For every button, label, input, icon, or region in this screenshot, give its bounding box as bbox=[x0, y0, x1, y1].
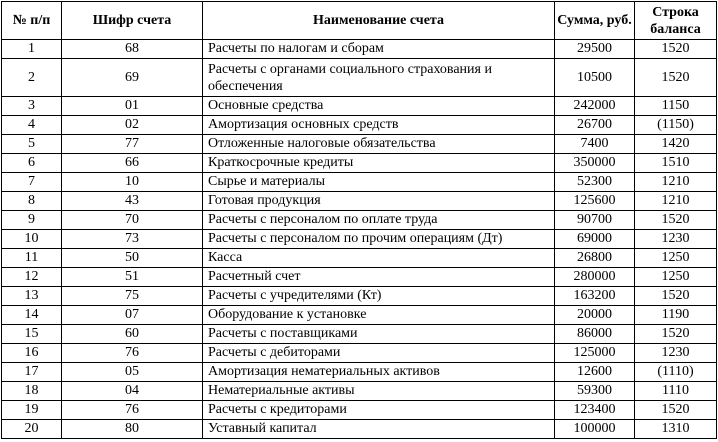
account-name-cell: Расчеты с кредиторами bbox=[203, 401, 555, 420]
account-code-cell: 04 bbox=[62, 382, 203, 401]
table-row bbox=[2, 154, 717, 173]
account-name-cell: Краткосрочные кредиты bbox=[203, 154, 555, 173]
account-name-cell: Расчеты по налогам и сборам bbox=[203, 40, 555, 59]
account-name-cell: Оборудование к установке bbox=[203, 306, 555, 325]
amount-cell: 123400 bbox=[555, 401, 635, 420]
account-name-cell: Основные средства bbox=[203, 97, 555, 116]
account-code-cell: 80 bbox=[62, 420, 203, 439]
table-row bbox=[2, 211, 717, 230]
account-name-cell: Расчеты с дебиторами bbox=[203, 344, 555, 363]
balance-line-cell: 1520 bbox=[635, 287, 717, 306]
table-row bbox=[2, 230, 717, 249]
balance-line-cell: (1110) bbox=[635, 363, 717, 382]
row-num-cell: 3 bbox=[2, 97, 62, 116]
row-num-cell: 1 bbox=[2, 40, 62, 59]
table-row bbox=[2, 382, 717, 401]
account-name-cell: Нематериальные активы bbox=[203, 382, 555, 401]
account-code-cell: 66 bbox=[62, 154, 203, 173]
balance-line-cell: 1520 bbox=[635, 40, 717, 59]
table-row bbox=[2, 135, 717, 154]
account-code-cell: 60 bbox=[62, 325, 203, 344]
account-code-cell: 50 bbox=[62, 249, 203, 268]
table-row bbox=[2, 40, 717, 59]
row-num-cell: 11 bbox=[2, 249, 62, 268]
amount-cell: 12600 bbox=[555, 363, 635, 382]
balance-line-cell: 1250 bbox=[635, 249, 717, 268]
balance-line-cell: 1520 bbox=[635, 325, 717, 344]
amount-cell: 59300 bbox=[555, 382, 635, 401]
amount-cell: 69000 bbox=[555, 230, 635, 249]
amount-cell: 280000 bbox=[555, 268, 635, 287]
balance-line-cell: 1230 bbox=[635, 344, 717, 363]
amount-cell: 29500 bbox=[555, 40, 635, 59]
table-row bbox=[2, 325, 717, 344]
row-num-cell: 4 bbox=[2, 116, 62, 135]
account-name-cell: Уставный капитал bbox=[203, 420, 555, 439]
account-code-cell: 73 bbox=[62, 230, 203, 249]
balance-line-cell: 1420 bbox=[635, 135, 717, 154]
row-num-cell: 6 bbox=[2, 154, 62, 173]
account-name-cell: Амортизация нематериальных активов bbox=[203, 363, 555, 382]
amount-cell: 26700 bbox=[555, 116, 635, 135]
header-row bbox=[2, 2, 717, 40]
row-num-cell: 12 bbox=[2, 268, 62, 287]
account-name-cell: Расчеты с поставщиками bbox=[203, 325, 555, 344]
account-code-cell: 07 bbox=[62, 306, 203, 325]
header-code: Шифр счета bbox=[62, 2, 203, 40]
balance-line-cell: 1230 bbox=[635, 230, 717, 249]
balance-line-cell: 1520 bbox=[635, 59, 717, 97]
table-body bbox=[2, 40, 717, 439]
row-num-cell: 20 bbox=[2, 420, 62, 439]
table-row bbox=[2, 173, 717, 192]
account-code-cell: 77 bbox=[62, 135, 203, 154]
account-name-cell: Амортизация основных средств bbox=[203, 116, 555, 135]
row-num-cell: 14 bbox=[2, 306, 62, 325]
amount-cell: 7400 bbox=[555, 135, 635, 154]
account-code-cell: 43 bbox=[62, 192, 203, 211]
table-row bbox=[2, 249, 717, 268]
balance-line-cell: 1520 bbox=[635, 211, 717, 230]
row-num-cell: 18 bbox=[2, 382, 62, 401]
account-name-cell: Расчеты с учредителями (Кт) bbox=[203, 287, 555, 306]
balance-line-cell: 1190 bbox=[635, 306, 717, 325]
row-num-cell: 10 bbox=[2, 230, 62, 249]
amount-cell: 90700 bbox=[555, 211, 635, 230]
row-num-cell: 9 bbox=[2, 211, 62, 230]
row-num-cell: 19 bbox=[2, 401, 62, 420]
table-row bbox=[2, 344, 717, 363]
account-code-cell: 68 bbox=[62, 40, 203, 59]
table-row bbox=[2, 420, 717, 439]
balance-line-cell: 1510 bbox=[635, 154, 717, 173]
amount-cell: 52300 bbox=[555, 173, 635, 192]
table-row bbox=[2, 401, 717, 420]
table-row bbox=[2, 363, 717, 382]
account-code-cell: 70 bbox=[62, 211, 203, 230]
amount-cell: 242000 bbox=[555, 97, 635, 116]
account-name-cell: Расчетный счет bbox=[203, 268, 555, 287]
account-name-cell: Отложенные налоговые обязательства bbox=[203, 135, 555, 154]
account-name-cell: Расчеты с персоналом по прочим операциям (Дт) bbox=[203, 230, 555, 249]
header-line: Строка баланса bbox=[635, 2, 717, 40]
amount-cell: 350000 bbox=[555, 154, 635, 173]
table-row bbox=[2, 192, 717, 211]
balance-line-cell: 1250 bbox=[635, 268, 717, 287]
table-row bbox=[2, 306, 717, 325]
account-code-cell: 76 bbox=[62, 344, 203, 363]
balance-line-cell: 1210 bbox=[635, 192, 717, 211]
amount-cell: 125000 bbox=[555, 344, 635, 363]
table-row bbox=[2, 97, 717, 116]
account-name-cell: Готовая продукция bbox=[203, 192, 555, 211]
account-code-cell: 10 bbox=[62, 173, 203, 192]
amount-cell: 100000 bbox=[555, 420, 635, 439]
account-name-cell: Расчеты с персоналом по оплате труда bbox=[203, 211, 555, 230]
table-row bbox=[2, 116, 717, 135]
balance-line-cell: 1110 bbox=[635, 382, 717, 401]
account-code-cell: 51 bbox=[62, 268, 203, 287]
header-name: Наименование счета bbox=[203, 2, 555, 40]
row-num-cell: 16 bbox=[2, 344, 62, 363]
account-name-cell: Касса bbox=[203, 249, 555, 268]
row-num-cell: 5 bbox=[2, 135, 62, 154]
amount-cell: 163200 bbox=[555, 287, 635, 306]
row-num-cell: 13 bbox=[2, 287, 62, 306]
table-row bbox=[2, 268, 717, 287]
account-name-cell: Расчеты с органами социального страхования и обеспечения bbox=[203, 59, 555, 97]
account-code-cell: 75 bbox=[62, 287, 203, 306]
header-sum: Сумма, руб. bbox=[555, 2, 635, 40]
amount-cell: 125600 bbox=[555, 192, 635, 211]
balance-line-cell: 1210 bbox=[635, 173, 717, 192]
balance-line-cell: 1150 bbox=[635, 97, 717, 116]
row-num-cell: 2 bbox=[2, 59, 62, 97]
row-num-cell: 7 bbox=[2, 173, 62, 192]
amount-cell: 20000 bbox=[555, 306, 635, 325]
amount-cell: 10500 bbox=[555, 59, 635, 97]
table-row bbox=[2, 59, 717, 97]
header-num: № п/п bbox=[2, 2, 62, 40]
balance-line-cell: 1520 bbox=[635, 401, 717, 420]
row-num-cell: 8 bbox=[2, 192, 62, 211]
row-num-cell: 17 bbox=[2, 363, 62, 382]
account-name-cell: Сырье и материалы bbox=[203, 173, 555, 192]
accounts-table bbox=[1, 1, 717, 439]
balance-line-cell: (1150) bbox=[635, 116, 717, 135]
account-code-cell: 02 bbox=[62, 116, 203, 135]
account-code-cell: 69 bbox=[62, 59, 203, 97]
row-num-cell: 15 bbox=[2, 325, 62, 344]
account-code-cell: 05 bbox=[62, 363, 203, 382]
amount-cell: 86000 bbox=[555, 325, 635, 344]
balance-line-cell: 1310 bbox=[635, 420, 717, 439]
account-code-cell: 01 bbox=[62, 97, 203, 116]
amount-cell: 26800 bbox=[555, 249, 635, 268]
table-row bbox=[2, 287, 717, 306]
account-code-cell: 76 bbox=[62, 401, 203, 420]
